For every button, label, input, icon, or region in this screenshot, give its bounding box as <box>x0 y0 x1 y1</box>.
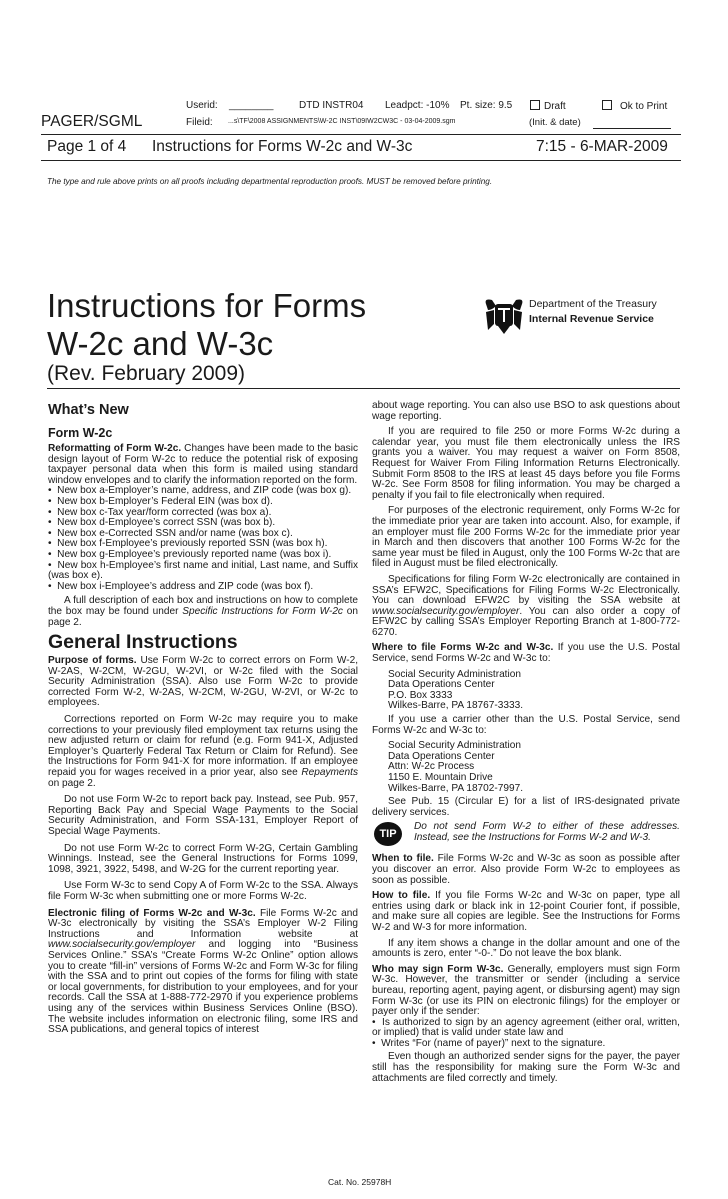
form-w2c-heading: Form W-2c <box>48 426 113 440</box>
general-instructions-heading: General Instructions <box>48 631 238 654</box>
draft-checkbox[interactable]: Draft <box>530 100 566 112</box>
tip-box <box>372 822 680 846</box>
how-to-file-lead: How to file. <box>372 890 431 902</box>
address-line: Social Security Administration <box>388 740 521 752</box>
signature-line <box>593 128 671 129</box>
title-line-1: Instructions for Forms <box>47 287 367 324</box>
purpose-lead: Purpose of forms. <box>48 655 137 667</box>
address-line: 1150 E. Mountain Drive <box>388 772 493 783</box>
when-to-file-lead: When to file. <box>372 853 434 865</box>
responsibility-paragraph: Even though an authorized sender signs for the payer, the payer still has the responsibility for making sure the Form W-3c and attachments are filed correctly and timely. <box>372 1051 680 1084</box>
init-date-label: (Init. & date) <box>529 117 581 128</box>
carrier-paragraph: If you use a carrier other than the U.S. Postal Service, send Forms W-2c and W-3c to: <box>372 714 680 736</box>
over-250-paragraph: If you are required to file 250 or more Forms W-2c during a calendar year, you must file them electronically unless the IRS grants you a waiver. You may request a waiver on Form 8508, Request for Waiver From Filing Information Returns Electronically. Submit Form 8508 to the IRS at least 45 days before you file Forms W-2c. See Form 8508 for filing information. You may be charged a penalty if you fail to file electronically when required. <box>372 426 680 501</box>
ssa-specs-link[interactable]: www.socialsecurity.gov/employer <box>372 605 520 617</box>
tip-icon: TIP <box>374 822 402 846</box>
left-column <box>48 398 358 1036</box>
revision-date: (Rev. February 2009) <box>47 362 246 385</box>
reformatting-lead: Reformatting of Form W-2c. <box>48 443 182 454</box>
list-item: • New box b-Employer’s Federal EIN (was box d). <box>48 495 273 507</box>
userid-label: Userid: <box>186 100 218 111</box>
address-line: Social Security Administration <box>388 668 521 680</box>
title-rule <box>47 388 680 389</box>
address-line: Data Operations Center <box>388 679 495 691</box>
address-line: Data Operations Center <box>388 750 495 762</box>
ssa-employer-link[interactable]: www.socialsecurity.gov/employer <box>48 939 196 951</box>
irs-eagle-logo-icon <box>482 296 526 336</box>
ok-to-print-checkbox[interactable]: Ok to Print <box>602 100 667 112</box>
address-line: Attn: W-2c Process <box>388 761 475 773</box>
right-column <box>372 401 680 1084</box>
box-change-list <box>48 486 358 592</box>
list-item: • Writes “For (name of payer)” next to the signature. <box>372 1037 606 1049</box>
where-to-file-lead: Where to file Forms W-2c and W-3c. <box>372 642 554 654</box>
catalog-number: Cat. No. 25978H <box>328 1177 392 1187</box>
electronic-filing-paragraph: Electronic filing of Forms W-2c and W-3c. File Forms W-2c and W-3c electronically by visiting the SSA’s Employer W-2 Filing Instructions and Information website at www.socialsecurity.gov/employer and logging into “Business Services Online.” SSA’s “Create Forms W-2c Online” option allows you to create “fill-in” versions of Forms W-2c and Form W-3c for filing with the SSA and to print out copies of the forms for filing with state or local governments, for distribution to your employees, and for your records. Call the SSA at 1-888-772-2970 if you experience problems using any of the services within Business Services Online (BSO). The website includes information on electronic filing, some IRS and SSA publications, and general topics of interest <box>48 907 358 1036</box>
list-item: • New box a-Employer’s name, address, and ZIP code (was box g). <box>48 485 352 497</box>
address-line: P.O. Box 3333 <box>388 689 453 701</box>
list-item: • New box e-Corrected SSN and/or name (was box c). <box>48 527 293 539</box>
carrier-address <box>372 741 680 794</box>
checkbox-icon <box>602 100 612 110</box>
pub15-paragraph: See Pub. 15 (Circular E) for a list of IRS-designated private delivery services. <box>372 796 680 818</box>
fileid-label: Fileid: <box>186 117 213 128</box>
corrections-paragraph: Corrections reported on Form W-2c may require you to make corrections to your previously filed employment tax returns using the new adjusted return or claim for refund (e.g. Form 941-X, Adjusted Employer’s Quarterly Federal Tax Return or Claim for Refund). See the Instructions for Form 941-X for more information. If an employee repaid you for wages received in a prior year, also see Repayments on page 2. <box>48 714 358 789</box>
purpose-paragraph: Purpose of forms. Use Form W-2c to correct errors on Form W-2, W-2AS, W-2CM, W-2GU, W-2VI, or W-2c filed with the Social Security Administration (SSA). Also use Form W-2c to provide corrected Form W-2, W-2AS, W-2CM, W-2GU, W-2VI, or W-2c to employees. <box>48 655 358 709</box>
address-line: Wilkes-Barre, PA 18767-3333. <box>388 700 524 712</box>
tip-text: Do not send Form W-2 to either of these addresses. Instead, see the Instructions for Forms W-2 and W-3. <box>414 821 680 843</box>
title-line-2: W-2c and W-3c <box>47 325 274 362</box>
list-item: • New box d-Employee’s correct SSN (was box b). <box>48 517 276 529</box>
checkbox-icon <box>530 100 540 110</box>
bso-paragraph: about wage reporting. You can also use BSO to ask questions about wage reporting. <box>372 400 680 422</box>
pager-label: PAGER/SGML <box>41 113 143 130</box>
address-line: Wilkes-Barre, PA 18702-7997. <box>388 782 524 794</box>
back-pay-paragraph: Do not use Form W-2c to report back pay. Instead, see Pub. 957, Reporting Back Pay and Special Wage Payments to the Social Security Administration, and Form SSA-131, Employer Report of Special Wage Payments. <box>48 794 358 837</box>
list-item: • New box g-Employee’s previously reported name (was box i). <box>48 548 332 560</box>
how-to-file-paragraph: How to file. If you file Forms W-2c and W-3c on paper, type all entries using dark or black ink in 12-point Courier font, if possible, and make sure all copies are legible. See the Instructions for Forms W-2 and W-3 for more information. <box>372 890 680 933</box>
header-rule-top <box>41 134 681 135</box>
reformatting-paragraph: Reformatting of Form W-2c. Changes have been made to the basic design layout of Form W-2c to reduce the potential risk of exposing taxpayer personal data when this form is mailed using standard window envelopes and to clarify the information reported on the form. <box>48 443 359 486</box>
list-item: • New box c-Tax year/form corrected (was box a). <box>48 506 272 518</box>
copy-a-paragraph: Use Form W-3c to send Copy A of Form W-2c to the SSA. Always file Form W-3c when submitting one or more Forms W-2c. <box>48 880 358 902</box>
irs-label: Internal Revenue Service <box>529 313 654 325</box>
fileid-value: ...s\TF\2008 ASSIGNMENTS\W-2C INST\09IW2CW3C - 03-04-2009.sgm <box>228 118 456 125</box>
electronic-filing-lead: Electronic filing of Forms W-2c and W-3c. <box>48 907 256 919</box>
specifications-paragraph: Specifications for filing Form W-2c electronically are contained in SSA’s EFW2C, Specifications for Filing Forms W-2c Electronically. You can download EFW2C by visiting the SSA website at www.socialsecurity.gov/employer. You can also order a copy of EFW2C by calling SSA’s Employer Reporting Branch at 1-800-772-6270. <box>372 573 680 638</box>
who-may-sign-paragraph: Who may sign Form W-3c. Generally, employers must sign Form W-3c. However, the transmitter or sender (including a service bureau, reporting agent, paying agent, or disbursing agent) may sign Form W-3c (or use its PIN on electronic filings) for the employer or payer only if the sender: <box>372 963 680 1018</box>
dtd-label: DTD INSTR04 <box>299 100 364 111</box>
zero-amount-paragraph: If any item shows a change in the dollar amount and one of the amounts is zero, enter “-0-.” Do not leave the box blank. <box>372 937 680 960</box>
proof-notice: The type and rule above prints on all proofs including departmental reproduction proofs. MUST be removed before printing. <box>47 177 493 186</box>
header-rule-bottom <box>41 160 681 161</box>
proof-time-date: 7:15 - 6-MAR-2009 <box>536 138 668 155</box>
userid-value: ________ <box>229 100 274 111</box>
w2g-paragraph: Do not use Form W-2c to correct Form W-2G, Certain Gambling Winnings. Instead, see the General Instructions for Forms 1099, 1098, 3921, 3922, 5498, and W-2G for the current reporting year. <box>48 842 358 875</box>
electronic-requirement-paragraph: For purposes of the electronic requirement, only Forms W-2c for the immediate prior year are taken into account. Also, for example, if an employer must file 200 Forms W-2c for the immediate prior year in March and then discovers that another 100 Forms W-2c for the same year must be filed in August, only the 100 Forms W-2c that are filed in August must be filed electronically. <box>372 505 680 570</box>
department-label: Department of the Treasury <box>529 298 657 310</box>
where-to-file-paragraph: Where to file Forms W-2c and W-3c. If you use the U.S. Postal Service, send Forms W-2c and W-3c to: <box>372 642 680 665</box>
leadpct-label: Leadpct: -10% <box>385 100 450 111</box>
list-item: • New box i-Employee’s address and ZIP code (was box f). <box>48 580 314 592</box>
when-to-file-paragraph: When to file. File Forms W-2c and W-3c as soon as possible after you discover an error. Also provide Form W-2c to employees as soon as possible. <box>372 853 680 886</box>
full-description-paragraph: A full description of each box and instructions on how to complete the box may be found under Specific Instructions for Form W-2c on page 2. <box>48 595 358 628</box>
postal-address <box>372 670 680 712</box>
pt-size-label: Pt. size: 9.5 <box>460 100 513 111</box>
who-may-sign-lead: Who may sign Form W-3c. <box>372 963 504 975</box>
whats-new-heading: What’s New <box>48 402 129 418</box>
list-item: • New box f-Employee’s previously reported SSN (was box h). <box>48 538 328 550</box>
list-item: • New box h-Employee’s first name and initial, Last name, and Suffix (was box e). <box>48 559 358 582</box>
doc-running-title: Instructions for Forms W-2c and W-3c <box>152 138 413 155</box>
page-number: Page 1 of 4 <box>47 138 127 155</box>
list-item: • Is authorized to sign by an agency agreement (either oral, written, or implied) that is valid under state law and <box>372 1016 680 1039</box>
